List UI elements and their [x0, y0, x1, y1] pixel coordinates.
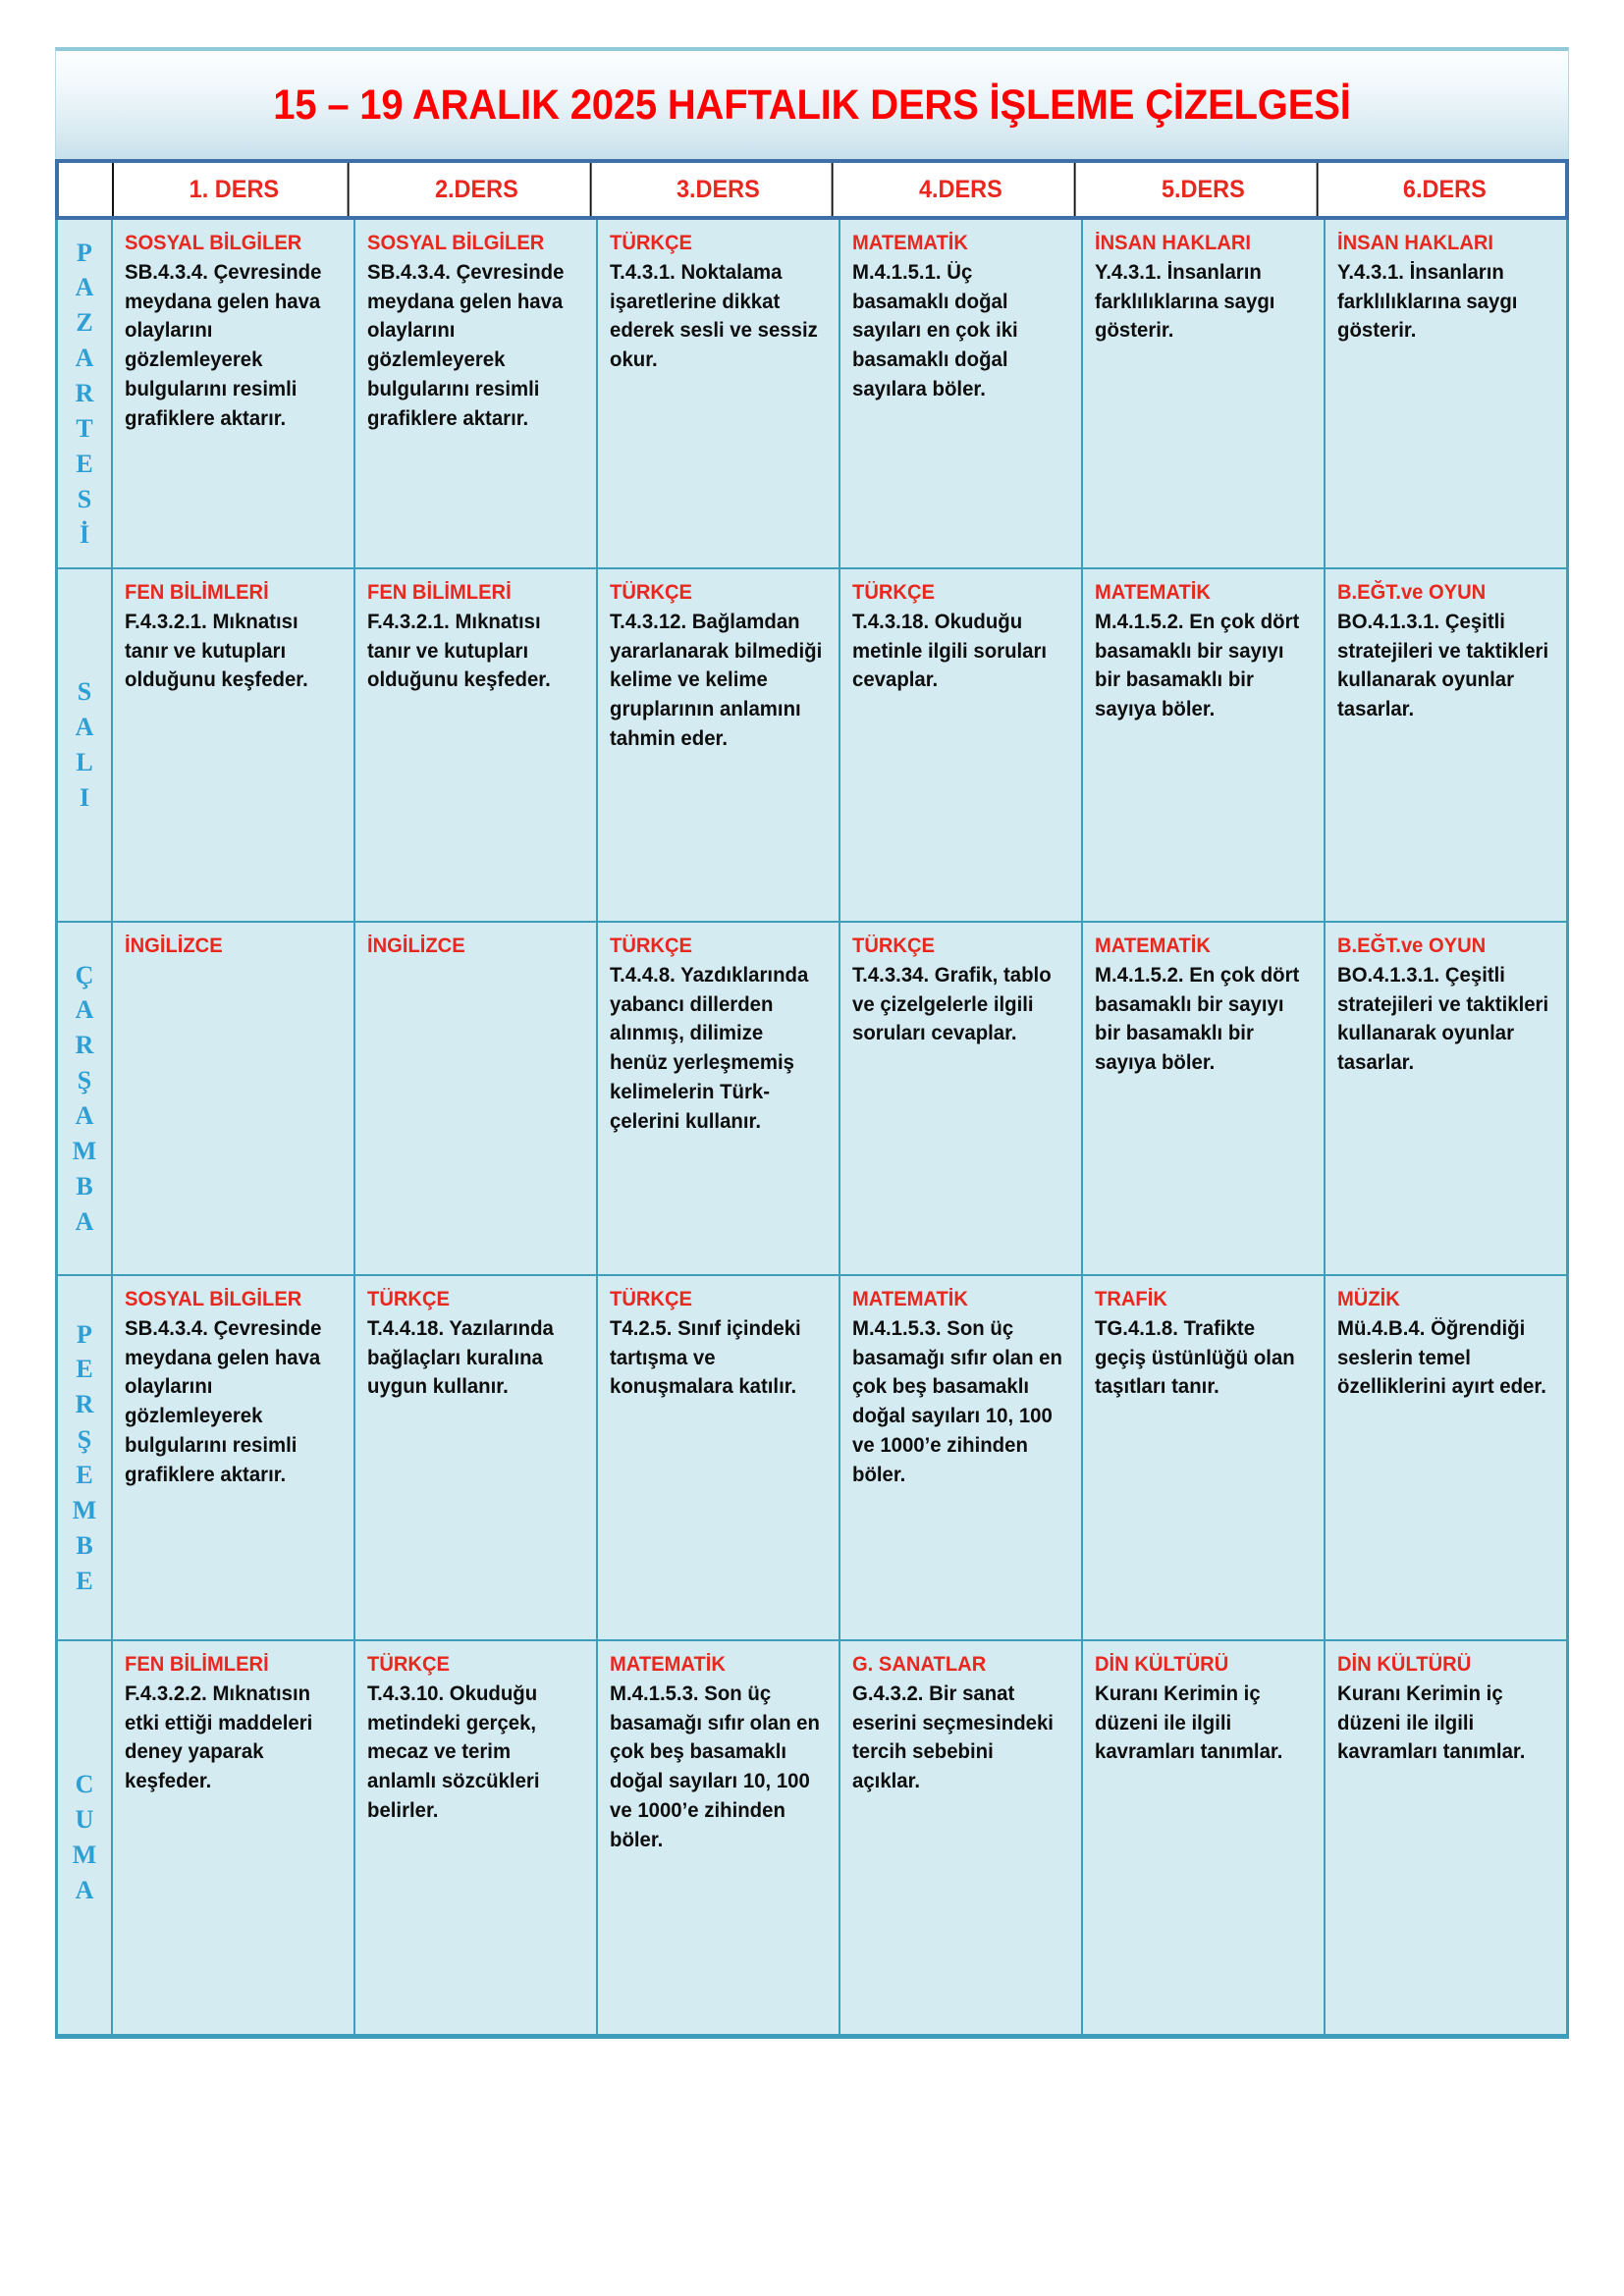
lesson-subject: MÜZİK	[1337, 1288, 1400, 1310]
day-letter: S	[77, 677, 92, 707]
lesson-cell	[355, 1641, 598, 2034]
table-row	[58, 220, 1566, 569]
day-label-sali	[58, 569, 113, 921]
lesson-cell	[840, 1641, 1083, 2034]
lesson-cell	[113, 569, 355, 921]
lesson-header-1: 1. DERS	[121, 163, 349, 216]
lesson-subject: TÜRKÇE	[610, 581, 692, 604]
lesson-outcome: Kuranı Kerimin iç düzeni ile ilgili kavramları tanımlar.	[1095, 1682, 1283, 1764]
day-label-çarşamba	[58, 923, 113, 1274]
day-label-perşembe	[58, 1276, 113, 1639]
lesson-outcome: BO.4.1.3.1. Çeşitli stratejileri ve taktikleri kullanarak oyunlar tasarlar.	[1337, 610, 1549, 721]
lesson-subject: MATEMATİK	[852, 1288, 968, 1310]
lesson-cell	[840, 220, 1083, 567]
lesson-subject: TÜRKÇE	[367, 1288, 450, 1310]
lesson-cell	[598, 569, 840, 921]
lesson-outcome: TG.4.1.8. Trafikte geçiş üstünlüğü olan taşıtları tanır.	[1095, 1316, 1295, 1399]
lesson-subject: G. SANATLAR	[852, 1653, 987, 1676]
lesson-header-row	[55, 159, 1569, 220]
lesson-subject: SOSYAL BİLGİLER	[125, 232, 302, 254]
lesson-header-4: 4.DERS	[847, 163, 1075, 216]
day-letter: A	[75, 1206, 94, 1236]
day-letter: M	[72, 1841, 97, 1869]
lesson-header-2: 2.DERS	[363, 163, 591, 216]
lesson-outcome: T.4.4.18. Yazılarında bağlaçları kuralına uygun kullanır.	[367, 1316, 554, 1399]
day-letter: C	[75, 1770, 94, 1799]
lesson-cell	[1083, 1276, 1326, 1639]
lesson-outcome: F.4.3.2.2. Mıknatısın etki ettiği maddeleri deney yaparak keşfeder.	[125, 1682, 313, 1793]
lesson-outcome: M.4.1.5.3. Son üç basamağı sıfır olan en çok beş basamaklı doğal sayıları 10, 100 ve 1000’e zihinden böler.	[852, 1316, 1062, 1486]
lesson-cell	[1083, 220, 1326, 567]
day-label-cuma	[58, 1641, 113, 2034]
day-label-pazartesi̇	[58, 220, 113, 567]
day-letter: M	[72, 1495, 97, 1524]
lesson-cell	[840, 1276, 1083, 1639]
day-letter: A	[75, 344, 94, 373]
lesson-header-5: 5.DERS	[1090, 163, 1318, 216]
lesson-subject: İNGİLİZCE	[125, 934, 223, 957]
lesson-outcome: SB.4.3.4. Çevresinde meydana gelen hava olaylarını gözlemleyerek bulgularını resimli grafiklere aktarır.	[367, 260, 565, 430]
lesson-outcome: T.4.3.12. Bağlamdan yararlanarak bilmediği kelime ve kelime gruplarının anlamını tahmin eder.	[610, 610, 823, 750]
day-letter: A	[75, 1101, 94, 1130]
lesson-subject: TRAFİK	[1095, 1288, 1167, 1310]
day-letter: İ	[79, 519, 90, 549]
lesson-cell	[598, 1641, 840, 2034]
lesson-subject: İNSAN HAKLARI	[1095, 232, 1252, 254]
day-letter: S	[77, 484, 92, 513]
lesson-outcome: F.4.3.2.1. Mıknatısı tanır ve kutupları olduğunu keşfeder.	[125, 610, 308, 692]
lesson-subject: MATEMATİK	[1095, 934, 1211, 957]
lesson-header-3: 3.DERS	[606, 163, 834, 216]
lesson-outcome: BO.4.1.3.1. Çeşitli stratejileri ve taktikleri kullanarak oyunlar tasarlar.	[1337, 963, 1549, 1075]
lesson-subject: SOSYAL BİLGİLER	[125, 1288, 302, 1310]
day-letter: Ş	[77, 1425, 92, 1455]
lesson-cell	[1083, 569, 1326, 921]
lesson-header-6: 6.DERS	[1403, 175, 1488, 203]
lesson-outcome: Y.4.3.1. İnsanların farklılıklarına saygı gösterir.	[1337, 260, 1518, 343]
table-row	[58, 1641, 1566, 2034]
lesson-cell	[1083, 923, 1326, 1274]
lesson-outcome: Y.4.3.1. İnsanların farklılıklarına saygı gösterir.	[1095, 260, 1275, 343]
lesson-outcome: Mü.4.B.4. Öğrendiği seslerin temel özelliklerini ayırt eder.	[1337, 1316, 1546, 1399]
lesson-cell	[598, 923, 840, 1274]
lesson-subject: TÜRKÇE	[852, 934, 935, 957]
lesson-subject: TÜRKÇE	[610, 232, 692, 254]
lesson-subject: DİN KÜLTÜRÜ	[1095, 1653, 1229, 1676]
lesson-outcome: G.4.3.2. Bir sanat eserini seçmesindeki tercih sebebini açıklar.	[852, 1682, 1054, 1793]
lesson-subject: FEN BİLİMLERİ	[367, 581, 512, 604]
day-letter: M	[72, 1136, 97, 1165]
day-letter: E	[76, 1461, 93, 1489]
lesson-outcome: T.4.3.1. Noktalama işaretlerine dikkat ederek sesli ve sessiz okur.	[610, 260, 818, 372]
lesson-subject: TÜRKÇE	[610, 1288, 692, 1310]
lesson-outcome: Kuranı Kerimin iç düzeni ile ilgili kavramları tanımlar.	[1337, 1682, 1526, 1764]
lesson-cell	[598, 1276, 840, 1639]
lesson-outcome: SB.4.3.4. Çevresinde meydana gelen hava olaylarını gözlemleyerek bulgularını resimli grafiklere aktarır.	[125, 260, 322, 430]
day-letter: A	[75, 273, 94, 302]
day-letter: R	[75, 1031, 94, 1060]
lesson-subject: İNSAN HAKLARI	[1337, 232, 1494, 254]
day-letter: B	[76, 1171, 93, 1201]
day-letter: P	[77, 238, 92, 267]
lesson-cell	[355, 1276, 598, 1639]
lesson-cell	[355, 220, 598, 567]
lesson-outcome: M.4.1.5.2. En çok dört basamaklı bir sayıyı bir basamaklı bir sayıya böler.	[1095, 610, 1300, 721]
day-letter: R	[75, 1390, 94, 1419]
lesson-subject: FEN BİLİMLERİ	[125, 581, 269, 604]
lesson-cell	[113, 923, 355, 1274]
lesson-cell	[1326, 1641, 1566, 2034]
lesson-subject: TÜRKÇE	[852, 581, 935, 604]
day-letter: U	[75, 1805, 94, 1835]
table-row	[58, 1276, 1566, 1641]
lesson-cell	[840, 569, 1083, 921]
lesson-subject: TÜRKÇE	[367, 1653, 450, 1676]
lesson-outcome: F.4.3.2.1. Mıknatısı tanır ve kutupları olduğunu keşfeder.	[367, 610, 551, 692]
day-letter: L	[76, 748, 93, 776]
lesson-outcome: M.4.1.5.2. En çok dört basamaklı bir sayıyı bir basamaklı bir sayıya böler.	[1095, 963, 1300, 1075]
day-letter: P	[77, 1319, 92, 1349]
lesson-outcome: T.4.3.18. Okuduğu metinle ilgili soruları cevaplar.	[852, 610, 1048, 692]
table-row	[58, 569, 1566, 923]
lesson-subject: DİN KÜLTÜRÜ	[1337, 1653, 1472, 1676]
day-letter: T	[76, 413, 93, 443]
day-letter: R	[75, 379, 94, 408]
lesson-cell	[1326, 1276, 1566, 1639]
lesson-subject: B.EĞT.ve OYUN	[1337, 934, 1487, 957]
lesson-outcome: T.4.3.34. Grafik, tablo ve çizelgelerle ilgili soruları cevaplar.	[852, 963, 1052, 1045]
lesson-subject: MATEMATİK	[1095, 581, 1211, 604]
day-letter: A	[75, 995, 94, 1025]
lesson-subject: İNGİLİZCE	[367, 934, 465, 957]
lesson-subject: MATEMATİK	[610, 1653, 726, 1676]
lesson-cell	[113, 1276, 355, 1639]
day-letter: B	[76, 1530, 93, 1560]
lesson-outcome: T.4.4.8. Yazdıklarında yabancı dillerden alınmış, dilimize henüz yerleşmemiş kelimelerin Türk-çelerini kullanır.	[610, 963, 809, 1133]
day-letter: A	[75, 1875, 94, 1904]
lesson-cell	[1326, 923, 1566, 1274]
day-letter: Z	[76, 308, 93, 338]
lesson-cell	[355, 923, 598, 1274]
table-row	[58, 923, 1566, 1276]
lesson-subject: FEN BİLİMLERİ	[125, 1653, 269, 1676]
day-letter: A	[75, 713, 94, 742]
lesson-subject: SOSYAL BİLGİLER	[367, 232, 545, 254]
day-letter: I	[79, 782, 90, 812]
lesson-outcome: M.4.1.5.1. Üç basamaklı doğal sayıları en çok iki basamaklı doğal sayılara böler.	[852, 260, 1018, 400]
lesson-outcome: SB.4.3.4. Çevresinde meydana gelen hava olaylarını gözlemleyerek bulgularını resimli grafiklere aktarır.	[125, 1316, 322, 1486]
page-title: 15 – 19 ARALIK 2025 HAFTALIK DERS İŞLEME ÇİZELGESİ	[273, 80, 1351, 129]
lesson-subject: B.EĞT.ve OYUN	[1337, 581, 1487, 604]
lesson-cell	[355, 569, 598, 921]
day-column-header	[59, 163, 114, 216]
lesson-cell	[113, 220, 355, 567]
day-letter: E	[76, 449, 93, 478]
lesson-cell	[113, 1641, 355, 2034]
lesson-subject: MATEMATİK	[852, 232, 968, 254]
title-banner	[55, 47, 1569, 159]
lesson-cell	[598, 220, 840, 567]
day-letter: Ş	[77, 1066, 92, 1095]
lesson-cell	[1326, 220, 1566, 567]
lesson-outcome: T.4.3.10. Okuduğu metindeki gerçek, mecaz ve terim anlamlı sözcükleri belirler.	[367, 1682, 540, 1822]
lesson-outcome: T4.2.5. Sınıf içindeki tartışma ve konuşmalara katılır.	[610, 1316, 801, 1399]
lesson-cell	[1326, 569, 1566, 921]
lesson-subject: TÜRKÇE	[610, 934, 692, 957]
schedule-grid	[55, 220, 1569, 2039]
day-letter: E	[76, 1355, 93, 1384]
lesson-outcome: M.4.1.5.3. Son üç basamağı sıfır olan en çok beş basamaklı doğal sayıları 10, 100 ve 1000’e zihinden böler.	[610, 1682, 820, 1851]
day-letter: Ç	[75, 960, 94, 989]
lesson-cell	[1083, 1641, 1326, 2034]
day-letter: E	[76, 1566, 93, 1595]
lesson-cell	[840, 923, 1083, 1274]
